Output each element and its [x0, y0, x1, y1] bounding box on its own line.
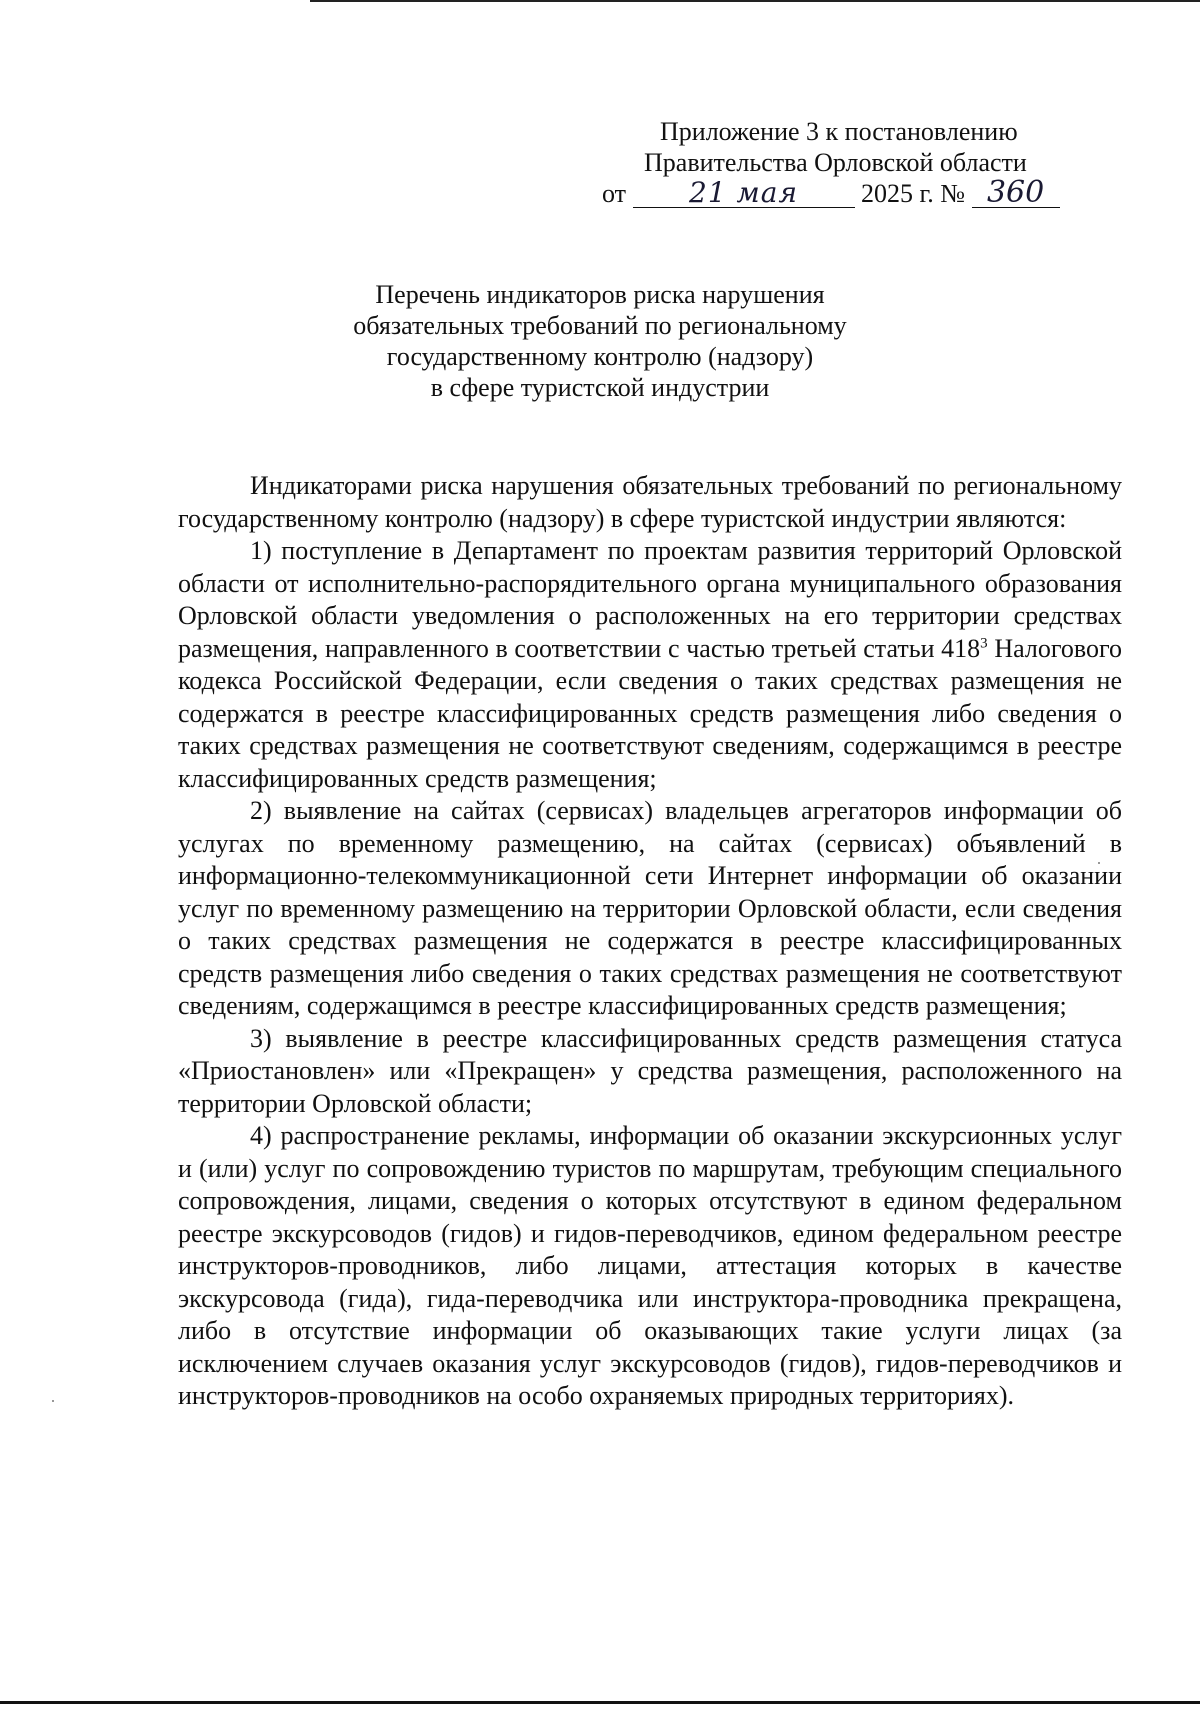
title-line-1: Перечень индикаторов риска нарушения: [375, 280, 825, 309]
item-1-text-b: Налогового кодекса Российской Федерации, если сведения о таких средствах размещения не содержатся в реестре классифицированных средств размещения либо сведения о таких средствах размещения не соответствуют сведениям, содержащимся в реестре классифицированных средств размещения;: [178, 633, 1122, 793]
handwritten-date: 21 мая: [633, 179, 855, 208]
handwritten-number: 360: [972, 179, 1060, 208]
item-1-superscript: 3: [980, 634, 988, 651]
item-1-text-a: 1) поступление в Департамент по проектам развития территорий Орловской области от исполнительно-распорядительного органа муниципального образования Орловской области уведомления о расположенных на его территории средствах размещения, направленного в соответствии с частью третьей статьи 418: [178, 536, 1122, 663]
list-item-1: [178, 535, 1122, 795]
list-item-2: 2) выявление на сайтах (сервисах) владельцев агрегаторов информации об услугах по временному размещению, на сайтах (сервисах) объявлений в информационно-телекоммуникационной сети Интернет информации об оказании услуг по временному размещению на территории Орловской области, если сведения о таких средствах размещения не содержатся в реестре классифицированных средств размещения либо сведения о таких средствах размещения не соответствуют сведениям, содержащимся в реестре классифицированных средств размещения;: [178, 796, 1122, 1020]
title-line-4: в сфере туристской индустрии: [430, 373, 770, 402]
title-line-2: обязательных требований по региональному: [353, 311, 847, 340]
document-title: [200, 279, 1000, 403]
year-label: 2025 г. №: [861, 179, 966, 208]
list-item-4: 4) распространение рекламы, информации об оказании экскурсионных услуг и (или) услуг по сопровождению туристов по маршрутам, требующим специального сопровождения, лицами, сведения о которых отсутствуют в едином федеральном реестре экскурсоводов (гидов) и гидов-переводчиков, едином федеральном реестре инструкторов-проводников, либо лицами, аттестация которых в качестве экскурсовода (гида), гида-переводчика или инструктора-проводника прекращена, либо в отсутствие информации об оказывающих такие услуги лицах (за исключением случаев оказания услуг экскурсоводов (гидов), гидов-переводчиков и инструкторов-проводников на особо охраняемых природных территориях).: [178, 1121, 1122, 1410]
list-item-3: 3) выявление в реестре классифицированных средств размещения статуса «Приостановлен» или «Прекращен» у средства размещения, расположенного на территории Орловской области;: [178, 1023, 1122, 1118]
appendix-line-1: Приложение 3 к постановлению: [660, 117, 1018, 146]
scan-edge-top: [310, 0, 1200, 2]
appendix-date-line: [560, 175, 1120, 212]
scan-speck: [52, 1400, 54, 1402]
document-body: [178, 470, 1122, 1413]
appendix-line-2: Правительства Орловской области: [644, 148, 1027, 177]
appendix-header: [560, 116, 1120, 212]
title-line-3: государственному контролю (надзору): [386, 342, 814, 371]
intro-paragraph: Индикаторами риска нарушения обязательных требований по региональному государственному контролю (надзору) в сфере туристской индустрии являются:: [178, 471, 1122, 533]
scan-edge-bottom: [0, 1701, 1200, 1704]
date-prefix: от: [602, 179, 627, 208]
